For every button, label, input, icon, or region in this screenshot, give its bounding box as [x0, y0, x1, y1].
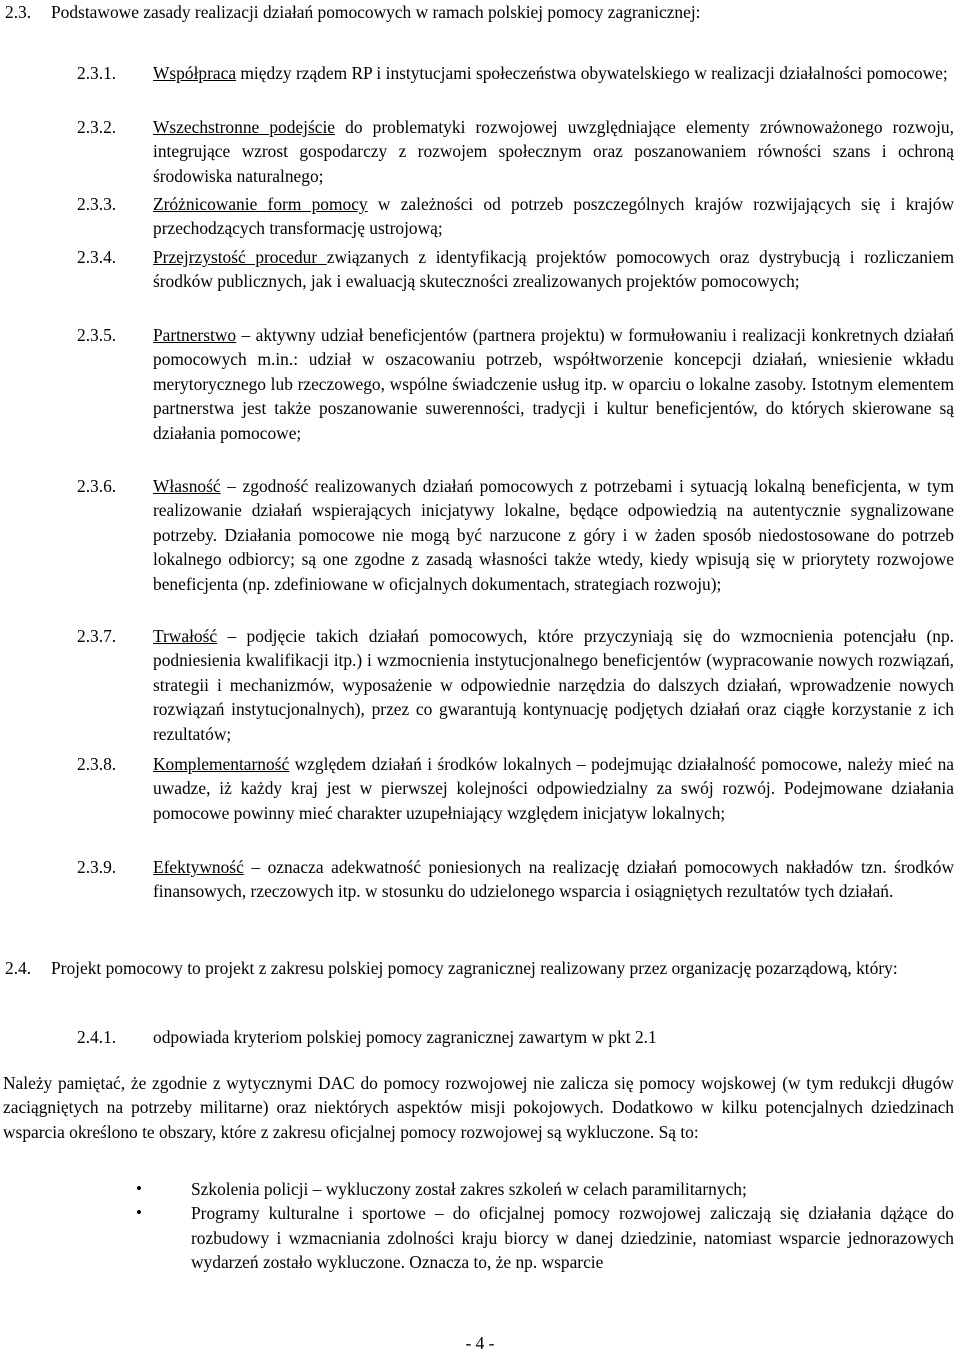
principle-item: [77, 474, 954, 596]
item-description: do problematyki rozwojowej uwzględniające elementy zrównoważonego rozwoju, integrujące wzrost gospodarczy z rozwojem społecznym oraz poszanowaniem równości szans i ochroną środowiska naturalnego;: [153, 117, 954, 186]
item-description: – oznacza adekwatność poniesionych na realizację działań pomocowych nakładów tzn. środków finansowych, rzeczowych itp. w stosunku do udzielonego wsparcia i osiągniętych rezultatów tych działań.: [153, 857, 954, 902]
principle-item: [77, 624, 954, 746]
item-term: Własność: [153, 476, 221, 496]
item-text: [153, 624, 954, 746]
item-description: – podjęcie takich działań pomocowych, które przyczyniają się do wzmocnienia potencjału (np. podniesienia kwalifikacji itp.) i wzmocnienia instytucjonalnego beneficjentów (wypracowanie nowych rozwiązań, strategii i mechanizmów, wyposażenie w odpowiednie narzędzia do dalszych działań, wprowadzenie nowych rozwiązań instytucjonalnych), przez co gwarantują kontynuację podjętych działań oraz ciągłe korzystanie z ich rezultatów;: [153, 626, 954, 744]
item-text: [153, 752, 954, 825]
item-number: 2.3.5.: [77, 325, 117, 345]
criteria-item: [77, 1025, 954, 1049]
item-text: [153, 855, 954, 904]
item-description: związanych z identyfikacją projektów pomocowych oraz dystrybucją i rozliczaniem środków publicznych, jak i ewaluacją skuteczności zrealizowanych projektów pomocowych;: [153, 247, 955, 292]
item-description: – aktywny udział beneficjentów (partnera projektu) w formułowaniu i realizacji konkretnych działań pomocowych m.in.: udział w oszacowaniu potrzeb, współtworzenie koncepcji działań, wniesienie wkładu merytorycznego lub rzeczowego, wspólne świadczenie usług itp. w oparciu o lokalne zasoby. Istotnym elementem partnerstwa jest także poszanowanie suwerenności, tradycji i kultur beneficjentów, do których skierowane są działania pomocowe;: [153, 325, 954, 443]
section-number: 2.3.: [5, 2, 32, 22]
item-description: – zgodność realizowanych działań pomocowych z potrzebami i sytuacją lokalną beneficjenta, w tym realizowanie działań wspierających inicjatywy lokalne, będące odpowiedzią na autentycznie sygnalizowane potrzeby. Działania pomocowe nie mogą być narzucone z góry i w żaden sposób niedostosowane do potrzeb lokalnego odbiorcy; są one zgodne z zasadą własności także wtedy, kiedy wpisują się w priorytety rozwojowe beneficjenta (np. zdefiniowane w oficjalnych dokumentach, strategiach rozwoju);: [153, 476, 954, 594]
bullet-icon: •: [136, 1203, 142, 1223]
list-item-text: Szkolenia policji – wykluczony został zakres szkoleń w celach paramilitarnych;: [191, 1179, 747, 1199]
section-heading-2-4: [5, 956, 954, 980]
item-number: 2.3.7.: [77, 626, 117, 646]
principle-item: [77, 855, 954, 904]
item-text: [153, 192, 954, 241]
principle-item: [77, 323, 954, 445]
list-item-text: Programy kulturalne i sportowe – do oficjalnej pomocy rozwojowej zaliczają się działania dążące do rozbudowy i wzmacniania zdolności kraju biorcy w danej dziedzinie, natomiast wsparcie jednorazowych wydarzeń zostało wykluczone. Oznacza to, że np. wsparcie: [191, 1203, 954, 1273]
list-item: [0, 1177, 954, 1201]
exclusions-list: [0, 1177, 954, 1275]
item-description: względem działań i środków lokalnych – podejmując działalność pomocowe, należy mieć na uwadze, iż każdy kraj jest w pierwszej kolejności odpowiedzialny za swój rozwój. Podejmowane działania pomocowe powinny mieć charakter uzupełniający względem inicjatyw lokalnych;: [153, 754, 954, 823]
section-heading-2-3: [5, 0, 954, 24]
item-text: [153, 474, 954, 596]
item-description: w zależności od potrzeb poszczególnych krajów rozwijających się i krajów przechodzących transformację ustrojową;: [153, 194, 954, 239]
item-number: 2.3.8.: [77, 754, 117, 774]
item-number: 2.3.6.: [77, 476, 117, 496]
item-number: 2.3.4.: [77, 247, 117, 267]
item-term: Komplementarność: [153, 754, 290, 774]
body-paragraph: Należy pamiętać, że zgodnie z wytycznymi DAC do pomocy rozwojowej nie zalicza się pomocy wojskowej (w tym redukcji długów zaciągniętych na potrzeby militarne) oraz niektórych aspektów misji pokojowych. Dodatkowo w kilku potencjalnych dziedzinach wsparcia określono te obszary, które z zakresu oficjalnej pomocy rozwojowej są wykluczone. Są to:: [3, 1073, 954, 1142]
principle-item: [77, 192, 954, 241]
list-item: [0, 1201, 954, 1274]
item-number: 2.3.2.: [77, 117, 117, 137]
item-text: [153, 61, 954, 85]
item-number: 2.3.3.: [77, 194, 117, 214]
item-term: Efektywność: [153, 857, 244, 877]
page-number: - 4 -: [465, 1333, 495, 1353]
item-term: Przejrzystość procedur: [153, 247, 327, 267]
principle-item: [77, 752, 954, 825]
item-description: między rządem RP i instytucjami społeczeństwa obywatelskiego w realizacji działalności pomocowe;: [236, 63, 948, 83]
section-title: Podstawowe zasady realizacji działań pomocowych w ramach polskiej pomocy zagranicznej:: [51, 2, 701, 22]
section-number: 2.4.: [5, 958, 32, 978]
section-title: Projekt pomocowy to projekt z zakresu polskiej pomocy zagranicznej realizowany przez organizację pozarządową, który:: [51, 958, 898, 978]
item-text: [153, 323, 954, 445]
principle-item: [77, 245, 954, 294]
item-number: 2.4.1.: [77, 1027, 117, 1047]
item-text: [153, 115, 954, 188]
item-term: Zróżnicowanie form pomocy: [153, 194, 368, 214]
bullet-icon: •: [136, 1179, 142, 1198]
item-term: Wszechstronne podejście: [153, 117, 336, 137]
principle-item: [77, 61, 954, 85]
item-text: odpowiada kryteriom polskiej pomocy zagranicznej zawartym w pkt 2.1: [153, 1027, 657, 1047]
item-term: Współpraca: [153, 63, 237, 83]
item-number: 2.3.9.: [77, 857, 117, 877]
item-number: 2.3.1.: [77, 63, 117, 83]
item-term: Trwałość: [153, 626, 218, 646]
item-text: [153, 245, 954, 294]
principle-item: [77, 115, 954, 188]
item-term: Partnerstwo: [153, 325, 237, 345]
